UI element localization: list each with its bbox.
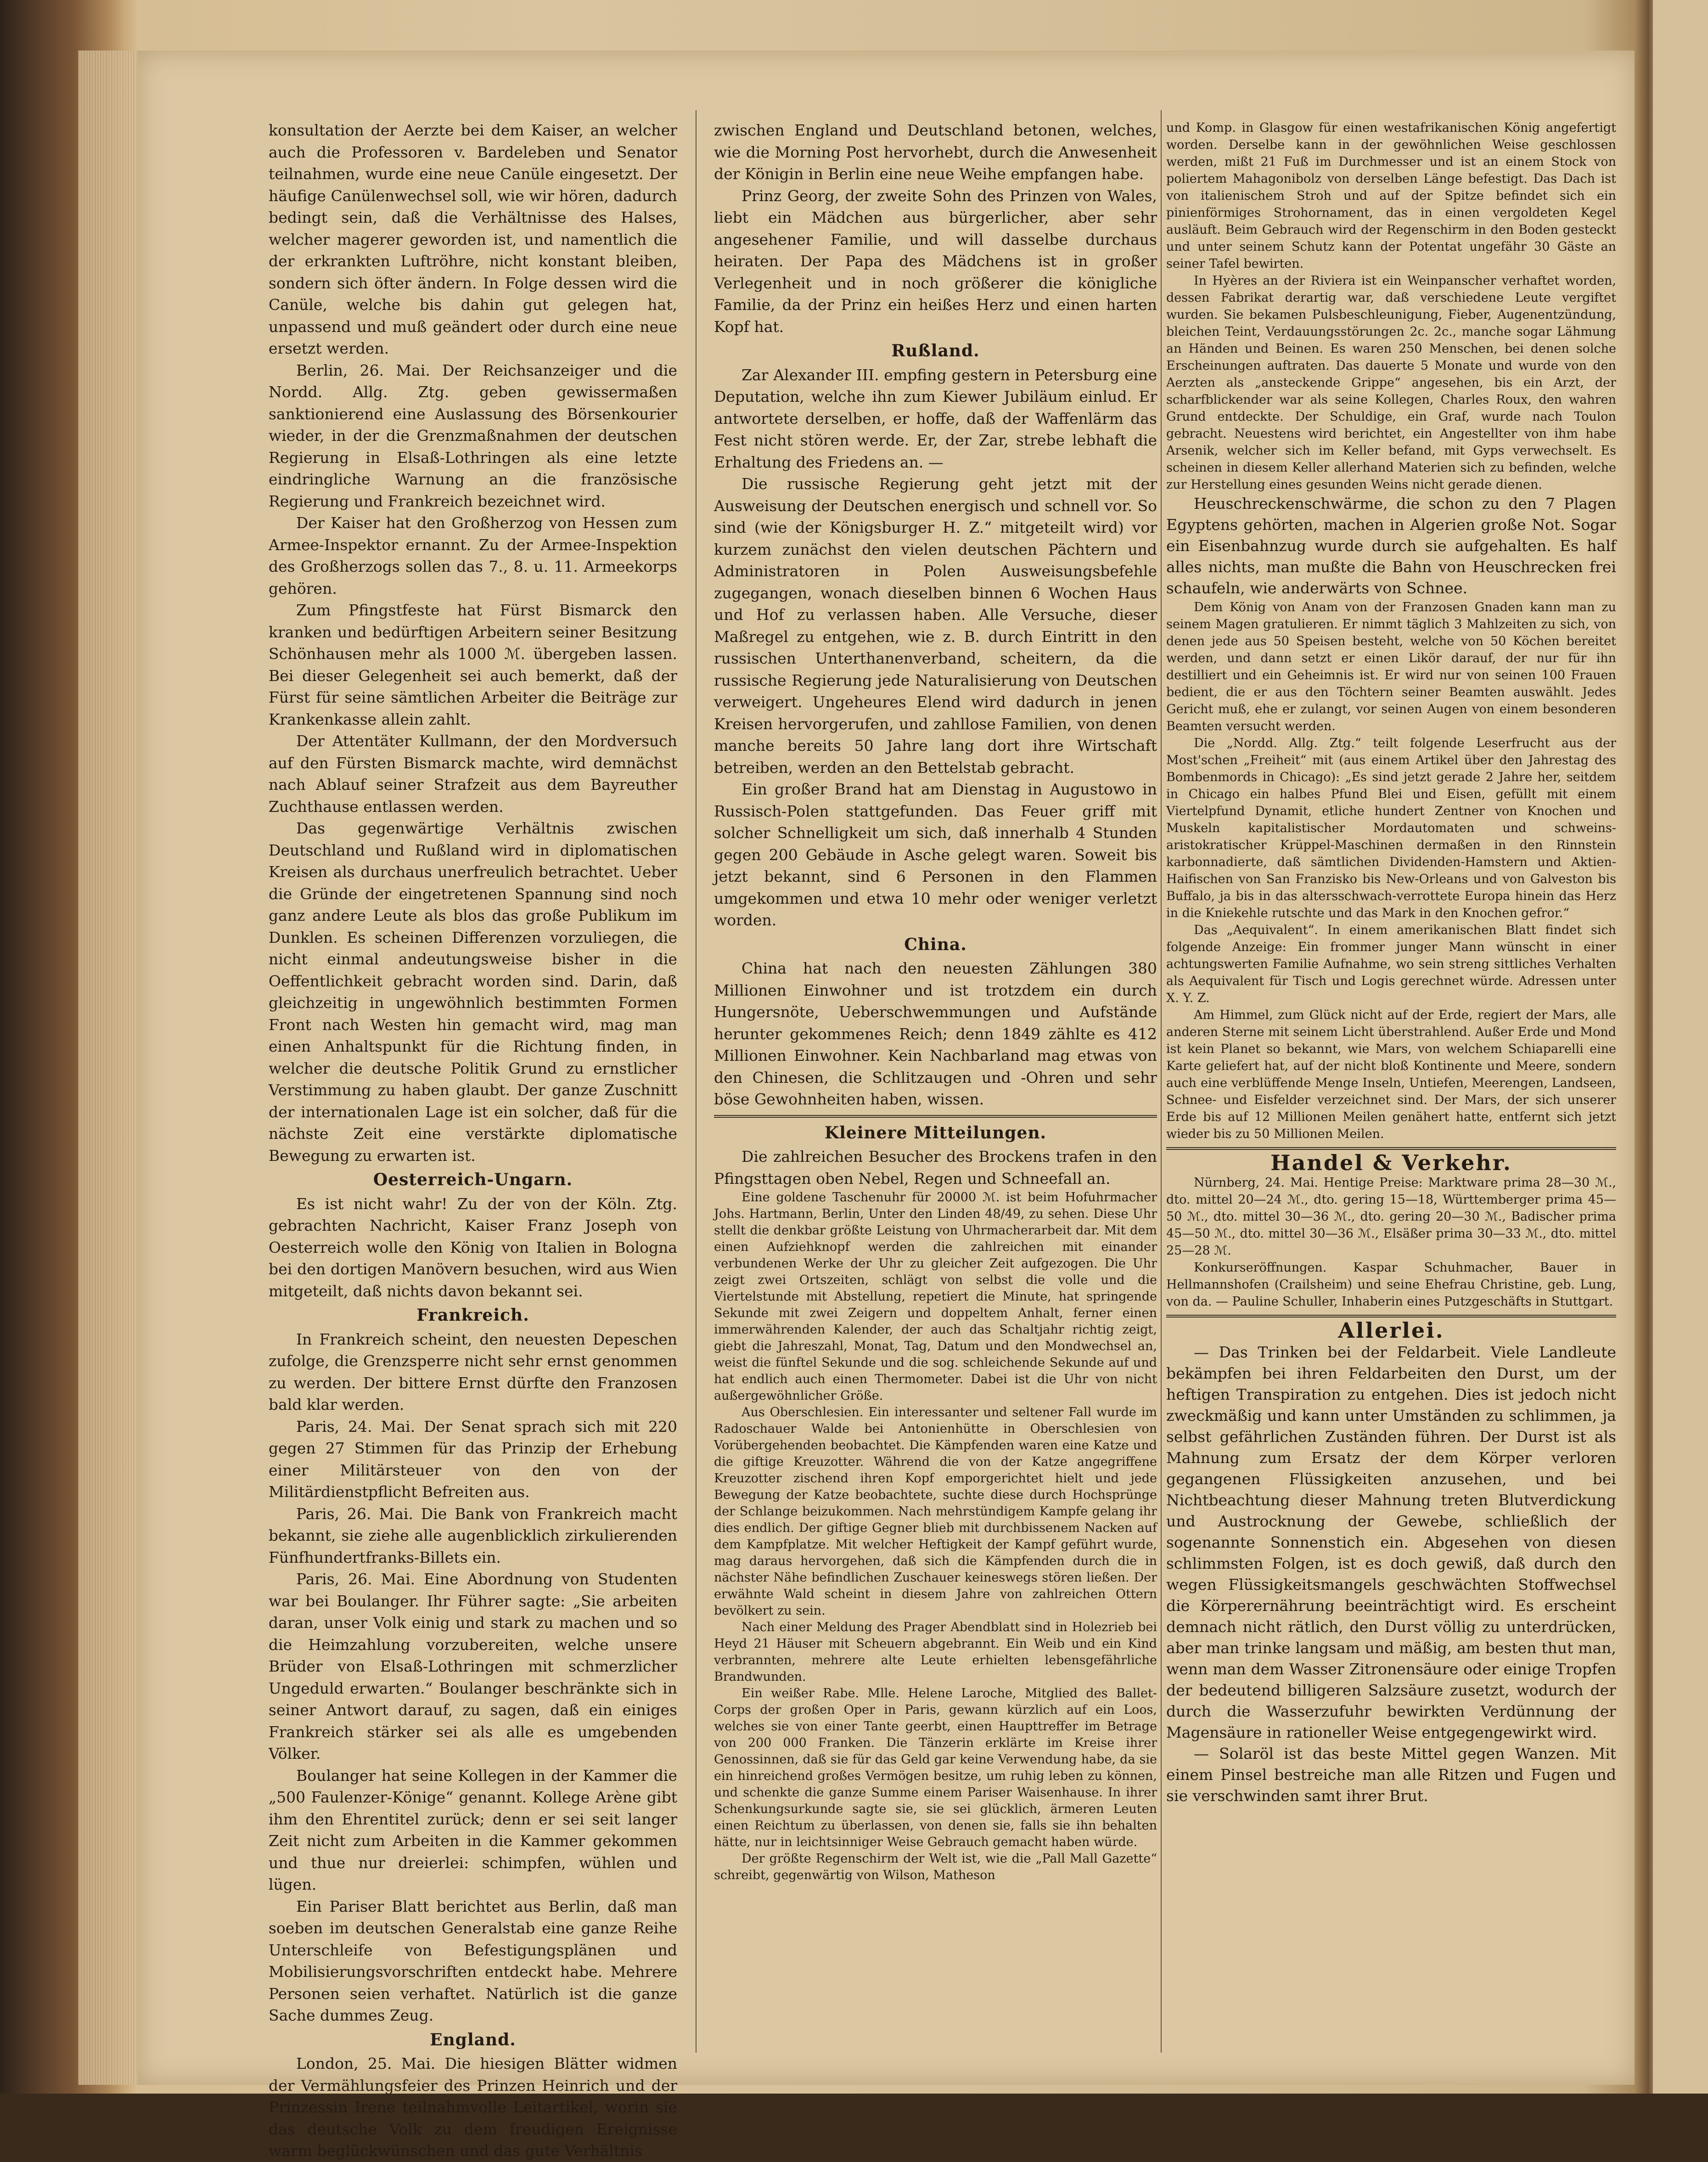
article-paragraph: Heuschreckenschwärme, die schon zu den 7 Plagen Egyptens gehörten, machen in Algerien große Not. Sogar ein Eisenbahnzug wurde durch sie aufgehalten. Es half alles nichts, man mußte die Bahn von Heuschrecken frei schaufeln, wie anderwärts von Schnee.	[1166, 495, 1616, 597]
article-paragraph: Berlin, 26. Mai. Der Reichsanzeiger und die Nordd. Allg. Ztg. geben gewissermaßen sanktionierend eine Auslassung des Börsenkourier wieder, in der die Grenzmaßnahmen der deutschen Regierung in Elsaß-Lothringen als eine letzte eindringliche Warnung an die französische Regierung und Frankreich bezeichnet wird.	[269, 361, 677, 510]
article-paragraph: — Solaröl ist das beste Mittel gegen Wanzen. Mit einem Pinsel bestreiche man alle Ritzen und Fugen und sie verschwinden samt ihrer Brut.	[1166, 1745, 1616, 1805]
article-paragraph: Der Attentäter Kullmann, der den Mordversuch auf den Fürsten Bismarck machte, wird demnächst nach Ablauf seiner Strafzeit aus dem Bayreuther Zuchthause entlassen werden.	[269, 732, 677, 816]
article-paragraph: Die russische Regierung geht jetzt mit der Ausweisung der Deutschen energisch und schnell vor. So sind (wie der Königsburger H. Z.“ mitgeteilt wird) vor kurzem zunächst den vielen deutschen Pächtern und Administratoren in Polen Ausweisungsbefehle zugegangen, wonach dieselben binnen 6 Wochen Haus und Hof zu verlassen haben. Alle Versuche, dieser Maßregel zu entgehen, wie z. B. durch Eintritt in den russischen Unterthanenverband, scheitern, da die russische Regierung jede Naturalisierung von Deutschen verweigert. Ungeheures Elend wird dadurch in jenen Kreisen hervorgerufen, und zahllose Familien, von denen manche bereits 50 Jahre lang dort ihre Wirtschaft betreiben, werden an den Bettelstab gebracht.	[714, 475, 1157, 777]
article-paragraph: Eine goldene Taschenuhr für 20000 ℳ. ist beim Hofuhrmacher Johs. Hartmann, Berlin, Unter den Linden 48/49, zu sehen. Diese Uhr stellt die denkbar größte Leistung von Uhrmacherarbeit dar. Mit dem einen Aufziehknopf werden die zahlreichen mit einander verbundenen Werke der Uhr zu gleicher Zeit aufgezogen. Die Uhr zeigt zwei Ortszeiten, schlägt von selbst die volle und die Viertelstunde mit Abstellung, repetiert die Minute, hat springende Sekunde mit zwei Zeigern und doppeltem Anhalt, ferner einen immerwährenden Kalender, der auch das Schaltjahr richtig zeigt, giebt die Jahreszahl, Monat, Tag, Datum und den Mondwechsel an, weist die fünftel Sekunde und die sog. schleichende Sekunde auf und hat endlich auch einen Thermometer. Dabei ist die Uhr von nicht außergewöhnlicher Größe.	[714, 1190, 1157, 1403]
article-paragraph: Dem König von Anam von der Franzosen Gnaden kann man zu seinem Magen gratulieren. Er nimmt täglich 3 Mahlzeiten zu sich, von denen jede aus 50 Speisen besteht, welche von 50 Köchen bereitet werden, und dann setzt er einen Likör darauf, der nur für ihn destilliert und ein Geheimnis ist. Er wird nur von seinen 100 Frauen bedient, die er aus den Töchtern seiner Beamten auswählt. Jedes Gericht muß, ehe er zulangt, vor seinen Augen von einem besonderen Beamten versucht werden.	[1166, 600, 1616, 733]
section-heading: England.	[430, 2030, 516, 2049]
article-paragraph: Paris, 24. Mai. Der Senat sprach sich mit 220 gegen 27 Stimmen für das Prinzip der Erhebung einer Militärsteuer von den von der Militärdienstpflicht Befreiten aus.	[269, 1417, 677, 1501]
article-paragraph: Die „Nordd. Allg. Ztg.“ teilt folgende Leserfrucht aus der Most'schen „Freiheit“ mit (aus einem Artikel über den Jahrestag des Bombenmords in Chicago): „Es sind jetzt gerade 2 Jahre her, seitdem in Chicago ein halbes Pfund Blei und Eisen, gefüllt mit einem Viertelpfund Dynamit, etliche hundert Zentner von Knochen und Muskeln kapitalistischer Mordautomaten und schweins-aristokratischer Krüppel-Maschinen dermaßen in den Rinnstein karbonnadierte, daß sämtlichen Dividenden-Hamstern und Aktien-Haifischen von San Franzisko bis New-Orleans und von Galveston bis Buffalo, ja bis in das altersschwach-verrottete Europa hinein das Herz in die Kniekehle rutschte und das Mark in den Knochen gefror.“	[1166, 736, 1616, 920]
article-paragraph: Die zahlreichen Besucher des Brockens trafen in den Pfingsttagen oben Nebel, Regen und Schneefall an.	[714, 1148, 1157, 1188]
article-paragraph: China hat nach den neuesten Zählungen 380 Millionen Einwohner und ist trotzdem ein durch Hungersnöte, Ueberschwemmungen und Aufstände herunter gekommenes Reich; denn 1849 zählte es 412 Millionen Einwohner. Kein Nachbarland mag etwas von den Chinesen, die Schlitzaugen und -Ohren und sehr böse Gewohnheiten haben, wissen.	[714, 959, 1157, 1108]
article-paragraph: und Komp. in Glasgow für einen westafrikanischen König angefertigt worden. Derselbe kann in der gewöhnlichen Weise geschlossen werden, mißt 21 Fuß im Durchmesser und ist an einem Stock von poliertem Mahagonibolz von derselben Länge befestigt. Das Dach ist von italienischem Stroh und auf der Spitze befindet sich ein pinienförmiges Strohornament, das in einen vergoldeten Kegel ausläuft. Beim Gebrauch wird der Regenschirm in den Boden gesteckt und unter seinem Schutz kann der Potentat ungefähr 30 Gäste an seiner Tafel bewirten.	[1166, 121, 1616, 271]
column-divider	[1161, 110, 1162, 2053]
article-paragraph: zwischen England und Deutschland betonen, welches, wie die Morning Post hervorhebt, durch die Anwesenheit der Königin in Berlin eine neue Weihe empfangen habe.	[714, 121, 1157, 183]
article-paragraph: Nürnberg, 24. Mai. Hentige Preise: Marktware prima 28—30 ℳ., dto. mittel 20—24 ℳ., dto. gering 15—18, Württemberger prima 45—50 ℳ., dto. mittel 30—36 ℳ., dto. gering 20—30 ℳ., Badischer prima 45—50 ℳ., dto. mittel 30—36 ℳ., Elsäßer prima 30—33 ℳ., dto. mittel 25—28 ℳ.	[1166, 1176, 1616, 1258]
article-paragraph: Das gegenwärtige Verhältnis zwischen Deutschland und Rußland wird in diplomatischen Kreisen als durchaus unerfreulich betrachtet. Ueber die Gründe der eingetretenen Spannung sind noch ganz andere Leute als blos das große Publikum im Dunklen. Es scheinen Differenzen vorzuliegen, die nicht einmal andeutungsweise bisher in die Oeffentlichkeit gebracht worden sind. Darin, daß gleichzeitig in ungewöhnlich bestimmten Formen Front nach Westen hin gemacht wird, mag man einen Anhaltspunkt für die Richtung finden, in welcher die deutsche Politik Grund zu ernstlicher Verstimmung zu haben glaubt. Der ganze Zuschnitt der internationalen Lage ist ein solcher, daß für die nächste Zeit eine verstärkte diplomatische Bewegung zu erwarten ist.	[269, 819, 677, 1165]
section-heading: Kleinere Mitteilungen.	[824, 1123, 1047, 1143]
article-paragraph: Aus Oberschlesien. Ein interessanter und seltener Fall wurde im Radoschauer Walde bei Antonienhütte in Oberschlesien von Vorübergehenden beobachtet. Die Kämpfenden waren eine Katze und die giftige Kreuzotter. Während die von der Katze angegriffene Kreuzotter zischend ihren Kopf emporgerichtet hielt und jede Bewegung der Katze beobachtete, suchte diese durch Hochsprünge der Schlange beizukommen. Nach mehrstündigem Kampfe gelang ihr dies endlich. Der giftige Gegner blieb mit durchbissenem Nacken auf dem Kampfplatze. Mit welcher Heftigkeit der Kampf geführt wurde, mag daraus hervorgehen, daß sich die Kämpfenden durch die in nächster Nähe befindlichen Zuschauer keineswegs stören ließen. Der erwähnte Wald scheint in diesem Jahre von zahlreichen Ottern bevölkert zu sein.	[714, 1405, 1157, 1618]
section-heading-large: Allerlei.	[1338, 1318, 1444, 1343]
column-1	[269, 119, 677, 2162]
section-heading-large: Handel & Verkehr.	[1270, 1150, 1512, 1175]
article-paragraph: Der Kaiser hat den Großherzog von Hessen zum Armee-Inspektor ernannt. Zu der Armee-Inspektion des Großherzogs sollen das 7., 8. u. 11. Armeekorps gehören.	[269, 514, 677, 597]
section-heading: China.	[904, 935, 967, 954]
article-paragraph: — Das Trinken bei der Feldarbeit. Viele Landleute bekämpfen bei ihren Feldarbeiten den Durst, um der heftigen Transpiration zu entgehen. Dies ist jedoch nicht zweckmäßig und kann unter Umständen zu schlimmen, ja selbst gefährlichen Zuständen führen. Der Durst ist als Mahnung zum Ersatz der dem Körper verloren gegangenen Flüssigkeiten anzusehen, und bei Nichtbeachtung dieser Mahnung treten Blutverdickung und Austrocknung der Gewebe, schließlich der sogenannte Sonnenstich ein. Abgesehen von diesen schlimmsten Folgen, ist es doch gewiß, daß durch den wegen Flüssigkeitsmangels geschwächten Stoffwechsel die Körperernährung beeinträchtigt wird. Es erscheint demnach nicht rätlich, den Durst völlig zu unterdrücken, aber man trinke langsam und mäßig, am besten thut man, wenn man dem Wasser Zitronensäure oder einige Tropfen der bedeutend billigeren Salzsäure zusetzt, wodurch der durch die Wasserzufuhr bewirkten Verdünnung der Magensäure in rationeller Weise entgegengewirkt wird.	[1166, 1343, 1616, 1741]
double-rule	[1166, 1147, 1616, 1150]
double-rule	[714, 1115, 1157, 1118]
article-paragraph: Am Himmel, zum Glück nicht auf der Erde, regiert der Mars, alle anderen Sterne mit seinem Licht überstrahlend. Außer Erde und Mond ist kein Planet so bekannt, wie Mars, von welchem Schiaparelli eine Karte geliefert hat, auf der nicht bloß Kontinente und Meere, sondern auch eine verblüffende Menge Inseln, Untiefen, Meerengen, Landseen, Schnee- und Eisfelder verzeichnet sind. Der Mars, der sich unserer Erde bis auf 12 Millionen Meilen genähert hatte, entfernt sich jetzt wieder bis zu 50 Millionen Meilen.	[1166, 1008, 1616, 1141]
section-heading: Frankreich.	[416, 1306, 529, 1325]
article-paragraph: konsultation der Aerzte bei dem Kaiser, an welcher auch die Professoren v. Bardeleben und Senator teilnahmen, wurde eine neue Canüle eingesetzt. Der häufige Canülenwechsel soll, wie wir hören, dadurch bedingt sein, daß die Verhältnisse des Halses, welcher magerer geworden ist, und namentlich die der erkrankten Luftröhre, nicht konstant bleiben, sondern sich öfter ändern. In Folge dessen wird die Canüle, welche bis dahin gut gelegen hat, unpassend und muß geändert oder durch eine neue ersetzt werden.	[269, 121, 677, 357]
article-paragraph: Konkurseröffnungen. Kaspar Schuhmacher, Bauer in Hellmannshofen (Crailsheim) und seine Ehefrau Christine, geb. Lung, von da. — Pauline Schuller, Inhaberin eines Putzgeschäfts in Stuttgart.	[1166, 1261, 1616, 1309]
double-rule	[1166, 1315, 1616, 1317]
column-divider	[696, 110, 697, 2053]
book-binding	[78, 51, 142, 2085]
article-paragraph: Es ist nicht wahr! Zu der von der Köln. Ztg. gebrachten Nachricht, Kaiser Franz Joseph von Oesterreich wolle den König von Italien in Bologna bei den dortigen Manövern besuchen, wird aus Wien mitgeteilt, daß nichts davon bekannt sei.	[269, 1194, 677, 1300]
article-paragraph: Ein großer Brand hat am Dienstag in Augustowo in Russisch-Polen stattgefunden. Das Feuer griff mit solcher Schnelligkeit um sich, daß innerhalb 4 Stunden gegen 200 Gebäude in Asche gelegt waren. Soweit bis jetzt bekannt, sind 6 Personen in den Flammen umgekommen und etwa 10 mehr oder weniger verletzt worden.	[714, 780, 1157, 929]
article-paragraph: Paris, 26. Mai. Eine Abordnung von Studenten war bei Boulanger. Ihr Führer sagte: „Sie arbeiten daran, unser Volk einig und stark zu machen und so die Heimzahlung vorzubereiten, welche unsere Brüder von Elsaß-Lothringen mit schmerzlicher Ungeduld erwarten.“ Boulanger beschränkte sich in seiner Antwort darauf, zu sagen, daß ein einiges Frankreich stärker sei als alle es umgebenden Völker.	[269, 1570, 677, 1762]
article-paragraph: In Hyères an der Riviera ist ein Weinpanscher verhaftet worden, dessen Fabrikat derartig war, daß verschiedene Leute vergiftet wurden. Sie bekamen Pulsbeschleunigung, Fieber, Augenentzündung, bleichen Teint, Verdauungsstörungen 2c. 2c., manche sogar Lähmung an Händen und Beinen. Es waren 250 Menschen, bei denen solche Erscheinungen auftraten. Das dauerte 5 Monate und wurde von den Aerzten als „ansteckende Grippe“ angesehen, bis ein Arzt, der scharfblickender war als seine Kollegen, Charles Roux, den wahren Grund entdeckte. Der Schuldige, ein Graf, wurde nach Toulon gebracht. Neuestens wird berichtet, ein Angestellter von ihm habe Arsenik, welcher sich im Keller befand, mit Gyps verwechselt. Es scheinen in diesem Keller allerhand Materien sich zu befinden, welche zur Herstellung eines gesunden Weins nicht gerade dienen.	[1166, 274, 1616, 492]
section-heading: Rußland.	[891, 341, 980, 360]
article-paragraph: Prinz Georg, der zweite Sohn des Prinzen von Wales, liebt ein Mädchen aus bürgerlicher, aber sehr angesehener Familie, und will dasselbe durchaus heiraten. Der Papa des Mädchens ist in großer Verlegenheit und in noch größerer die königliche Familie, da der Prinz ein heißes Herz und einen harten Kopf hat.	[714, 186, 1157, 336]
adjacent-page-edge	[1653, 0, 1708, 2094]
section-heading: Oesterreich-Ungarn.	[373, 1170, 573, 1189]
article-paragraph: Boulanger hat seine Kollegen in der Kammer die „500 Faulenzer-Könige“ genannt. Kollege Arène gibt ihm den Ehrentitel zurück; denn er sei seit langer Zeit nicht zum Arbeiten in die Kammer gekommen und thue nur dreierlei: schimpfen, wühlen und lügen.	[269, 1766, 677, 1893]
article-paragraph: Das „Aequivalent“. In einem amerikanischen Blatt findet sich folgende Anzeige: Ein frommer junger Mann wünscht in einer achtungswerten Familie Aufnahme, wo sein streng sittliches Verhalten als Aequivalent für Tisch und Logis gerechnet würde. Adressen unter X. Y. Z.	[1166, 923, 1616, 1005]
article-paragraph: In Frankreich scheint, den neuesten Depeschen zufolge, die Grenzsperre nicht sehr ernst genommen zu werden. Der bittere Ernst dürfte den Franzosen bald klar werden.	[269, 1330, 677, 1413]
article-paragraph: London, 25. Mai. Die hiesigen Blätter widmen der Vermählungsfeier des Prinzen Heinrich und der Prinzessin Irene teilnahmvolle Leitartikel, worin sie das deutsche Volk zu dem freudigen Ereignisse warm beglückwünschen und das gute Verhältnis	[269, 2055, 677, 2160]
article-paragraph: Ein Pariser Blatt berichtet aus Berlin, daß man soeben im deutschen Generalstab eine ganze Reihe Unterschleife von Befestigungsplänen und Mobilisierungsvorschriften entdeckt habe. Mehrere Personen seien verhaftet. Natürlich ist die ganze Sache dummes Zeug.	[269, 1897, 677, 2024]
column-2	[714, 119, 1157, 1884]
article-paragraph: Paris, 26. Mai. Die Bank von Frankreich macht bekannt, sie ziehe alle augenblicklich zirkulierenden Fünfhundertfranks-Billets ein.	[269, 1504, 677, 1566]
article-paragraph: Der größte Regenschirm der Welt ist, wie die „Pall Mall Gazette“ schreibt, gegenwärtig von Wilson, Matheson	[714, 1852, 1157, 1882]
column-3	[1166, 119, 1616, 1807]
article-paragraph: Zum Pfingstfeste hat Fürst Bismarck den kranken und bedürftigen Arbeitern seiner Besitzung Schönhausen mehr als 1000 ℳ. übergeben lassen. Bei dieser Gelegenheit sei auch bemerkt, daß der Fürst für seine sämtlichen Arbeiter die Beiträge zur Krankenkasse allein zahlt.	[269, 601, 677, 728]
article-paragraph: Ein weißer Rabe. Mlle. Helene Laroche, Mitglied des Ballet-Corps der großen Oper in Paris, gewann kürzlich auf ein Loos, welches sie von einer Tante geerbt, einen Haupttreffer im Betrage von 200 000 Franken. Die Tänzerin erklärte im Kreise ihrer Genossinnen, daß sie für das Geld gar keine Verwendung habe, da sie ein hinreichend großes Vermögen besitze, um ruhig leben zu können, und schenkte die ganze Summe einem Pariser Waisenhause. In ihrer Schenkungsurkunde sagte sie, sie sei glücklich, ärmeren Leuten einen Reichtum zu überlassen, von denen sie, falls sie ihn behalten hätte, nur in leichtsinniger Weise Gebrauch gemacht haben würde.	[714, 1686, 1157, 1849]
article-paragraph: Nach einer Meldung des Prager Abendblatt sind in Holezrieb bei Heyd 21 Häuser mit Scheuern abgebrannt. Ein Weib und ein Kind verbrannten, mehrere alte Leute erhielten lebensgefährliche Brandwunden.	[714, 1620, 1157, 1684]
article-paragraph: Zar Alexander III. empfing gestern in Petersburg eine Deputation, welche ihn zum Kiewer Jubiläum einlud. Er antwortete derselben, er hoffe, daß der Waffenlärm das Fest nicht stören werde. Er, der Zar, strebe lebhaft die Erhaltung des Friedens an. —	[714, 366, 1157, 471]
